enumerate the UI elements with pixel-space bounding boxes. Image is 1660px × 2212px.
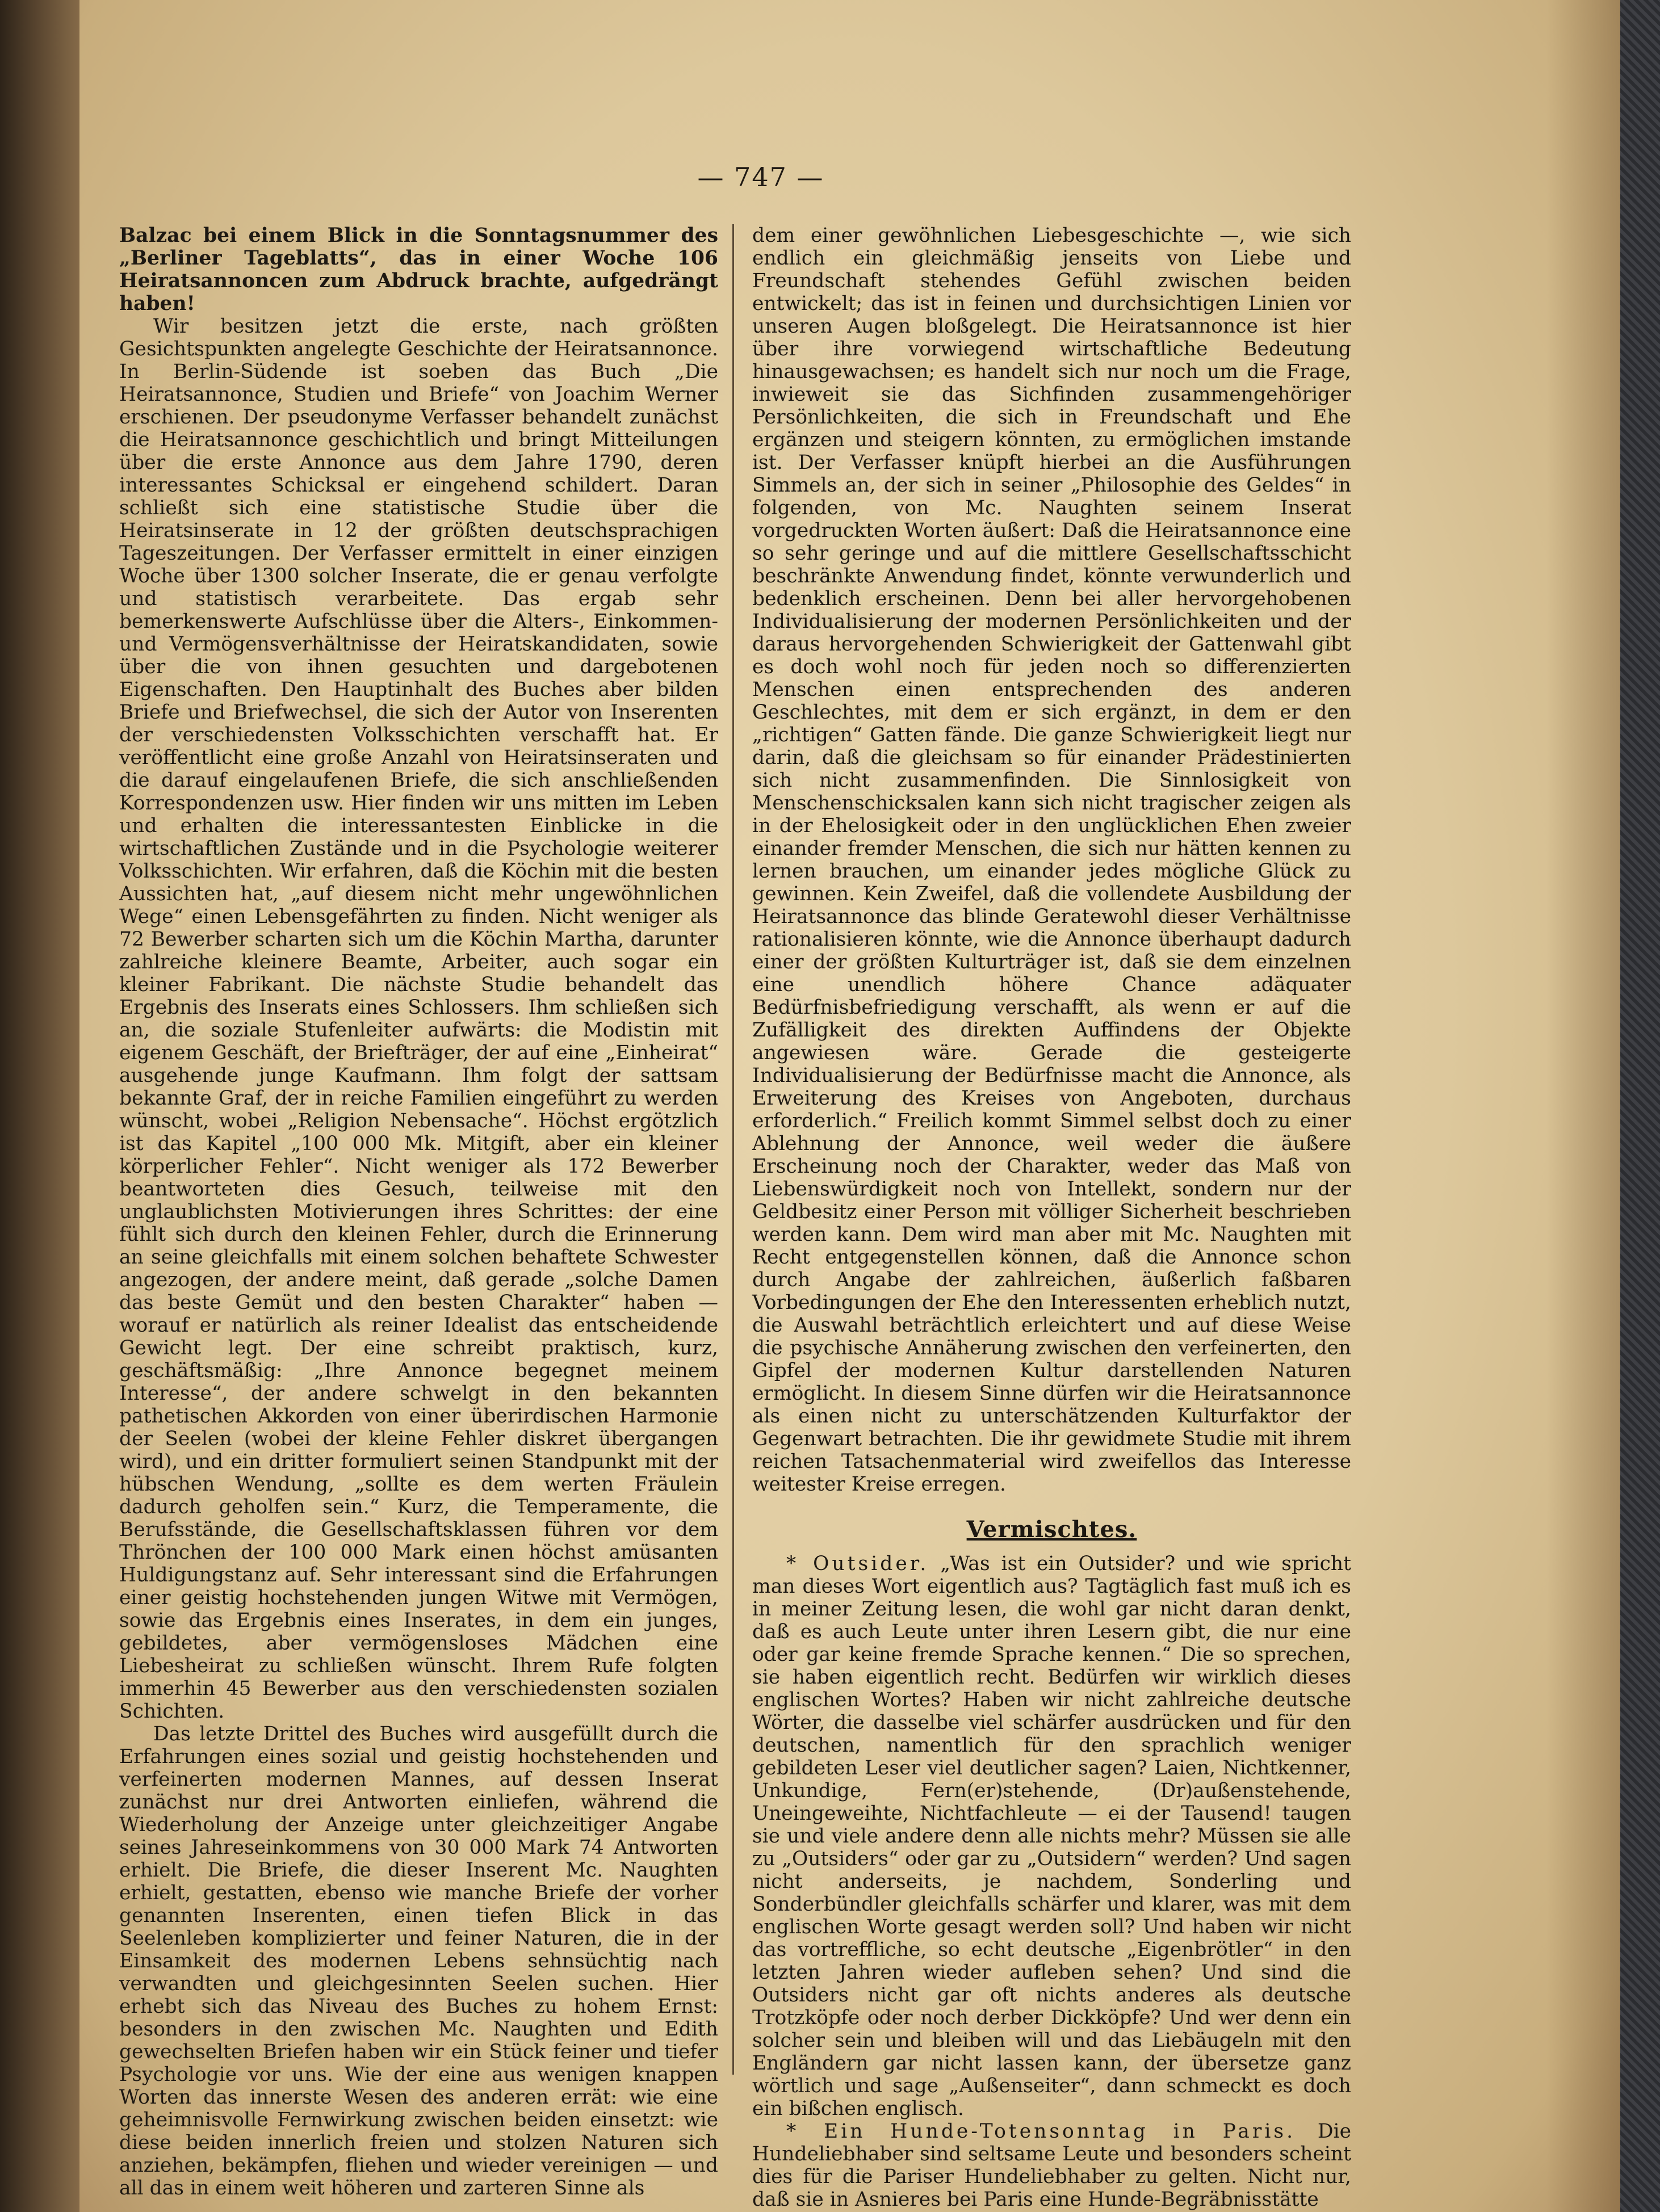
left-paragraph-3: Das letzte Drittel des Buches wird ausgefüllt durch die Erfahrungen eines sozial und geistig hochstehenden und verfeinerten modernen Mannes, auf dessen Inserat zunächst nur drei Antworten einliefen, während die Wiederholung der Anzeige unter gleichzeitiger Angabe seines Jahreseinkommens von 30 000 Mark 74 Antworten erhielt. Die Briefe, die dieser Inserent Mc. Naughten erhielt, gestatten, ebenso wie manche Briefe der vorher genannten Inserenten, einen tiefen Blick in das Seelenleben komplizierter und feiner Naturen, die in der Einsamkeit des modernen Lebens sehnsüchtig nach verwandten und gleichgesinnten Seelen suchen. Hier erhebt sich das Niveau des Buches zu hohem Ernst: besonders in den zwischen Mc. Naughten und Edith gewechselten Briefen haben wir ein Stück feiner und tiefer Psychologie vor uns. Wie der eine aus wenigen knappen Worten das innerste Wesen des anderen errät: wie eine geheimnisvolle Fernwirkung zwischen beiden einsetzt: wie diese beiden innerlich freien und stolzen Naturen sich anziehen, bekämpfen, fliehen und wieder vereinigen — und all das in einem weit höheren und zarteren Sinne als (119, 1723, 718, 2200)
left-column (119, 224, 718, 2200)
left-paragraph-2: Wir besitzen jetzt die erste, nach größten Gesichtspunkten angelegte Geschichte der Heiratsannonce. In Berlin-Südende ist soeben das Buch „Die Heiratsannonce, Studien und Briefe“ von Joachim Werner erschienen. Der pseudonyme Verfasser behandelt zunächst die Heiratsannonce geschichtlich und bringt Mitteilungen über die erste Annonce aus dem Jahre 1790, deren interessantes Schicksal er eingehend schildert. Daran schließt sich eine statistische Studie über die Heiratsinserate in 12 der größten deutschsprachigen Tageszeitungen. Der Verfasser ermittelt in einer einzigen Woche über 1300 solcher Inserate, die er genau verfolgte und statistisch verarbeitete. Das ergab sehr bemerkenswerte Aufschlüsse über die Alters-, Einkommen- und Vermögensverhältnisse der Heiratskandidaten, sowie über die von ihnen gesuchten und dargebotenen Eigenschaften. Den Hauptinhalt des Buches aber bilden Briefe und Briefwechsel, die sich der Autor von Inserenten der verschiedensten Volksschichten verschafft hat. Er veröffentlicht eine große Anzahl von Heiratsinseraten und die darauf eingelaufenen Briefe, die sich anschließenden Korrespondenzen usw. Hier finden wir uns mitten im Leben und erhalten die interessantesten Einblicke in die wirtschaftlichen Zustände und in die Psychologie weiterer Volksschichten. Wir erfahren, daß die Köchin mit die besten Aussichten hat, „auf diesem nicht mehr ungewöhnlichen Wege“ einen Lebensgefährten zu finden. Nicht weniger als 72 Bewerber scharten sich um die Köchin Martha, darunter zahlreiche kleinere Beamte, Arbeiter, auch sogar ein kleiner Fabrikant. Die nächste Studie behandelt das Ergebnis des Inserats eines Schlossers. Ihm schließen sich an, die soziale Stufenleiter aufwärts: die Modistin mit eigenem Geschäft, der Briefträger, der auf eine „Einheirat“ ausgehende junge Kaufmann. Ihm folgt der sattsam bekannte Graf, der in reiche Familien eingeführt zu werden wünscht, wobei „Religion Nebensache“. Höchst ergötzlich ist das Kapitel „100 000 Mk. Mitgift, aber ein kleiner körperlicher Fehler“. Nicht weniger als 172 Bewerber beantworteten dies Gesuch, teilweise mit den unglaublichsten Motivierungen ihres Schrittes: der eine fühlt sich durch den kleinen Fehler, durch die Erinnerung an seine gleichfalls mit einem solchen behaftete Schwester angezogen, der andere meint, daß gerade „solche Damen das beste Gemüt und den besten Charakter“ haben — worauf er natürlich als reiner Idealist das entscheidende Gewicht legt. Der eine schreibt praktisch, kurz, geschäftsmäßig: „Ihre Annonce begegnet meinem Interesse“, der andere schwelgt in den bekannten pathetischen Akkorden von einer überirdischen Harmonie der Seelen (wobei der kleine Fehler diskret übergangen wird), und ein dritter formuliert seinen Standpunkt mit der hübschen Wendung, „sollte es dem werten Fräulein dadurch geholfen sein.“ Kurz, die Temperamente, die Berufsstände, die Gesellschaftsklassen führen vor dem Thrönchen der 100 000 Mark einen höchst amüsanten Huldigungstanz auf. Sehr interessant sind die Erfahrungen einer geistig hochstehenden jungen Witwe mit Vermögen, sowie das Ergebnis eines Inserates, in dem ein junges, gebildetes, aber vermögensloses Mädchen eine Liebesheirat zu schließen wünscht. Ihrem Rufe folgten immerhin 45 Bewerber aus den verschiedensten sozialen Schichten. (119, 315, 718, 1723)
hunde-lead: * Ein Hunde-Totensonntag in Paris. (786, 2120, 1296, 2143)
left-page-edge (0, 0, 85, 2212)
page-gutter-shadow (1546, 0, 1620, 2212)
page-number: — 747 — (697, 162, 824, 192)
right-paragraph-hunde (752, 2120, 1351, 2211)
book-binding (1620, 0, 1660, 2212)
outsider-text: „Was ist ein Outsider? und wie spricht man dieses Wort eigentlich aus? Tagtäglich fast muß ich es in meiner Zeitung lesen, die wohl gar nicht daran denkt, daß es auch Leute unter ihren Lesern gibt, die nur eine oder gar keine fremde Sprache kennen.“ Die so sprechen, sie haben eigentlich recht. Bedürfen wir wirklich dieses englischen Wortes? Haben wir nicht zahlreiche deutsche Wörter, die dasselbe viel schärfer ausdrücken und für den deutschen, namentlich für den sprachlich weniger gebildeten Leser viel deutlicher sagen? Laien, Nichtkenner, Unkundige, Fern(er)stehende, (Dr)außenstehende, Uneingeweihte, Nichtfachleute — ei der Tausend! taugen sie und viele andere denn alle nichts mehr? Müssen sie alle zu „Outsiders“ oder gar zu „Outsidern“ werden? Und sagen nicht anderseits, je nachdem, Sonderling und Sonderbündler gleichfalls schärfer und klarer, was mit dem englischen Worte gesagt werden soll? Und haben wir nicht das vortreffliche, so echt deutsche „Eigenbrötler“ in den letzten Jahren wieder aufleben sehen? Und sind die Outsiders nicht gar oft nichts anderes als deutsche Trotzköpfe oder noch derber Dickköpfe? Und wer denn ein solcher sein und bleiben will und das Liebäugeln mit den Engländern gar nicht lassen kann, der übersetze ganz wörtlich und sage „Außenseiter“, dann schmeckt es doch ein bißchen englisch. (752, 1552, 1351, 2120)
page-number-value: 747 (734, 162, 787, 192)
right-column (752, 224, 1351, 2211)
left-paragraph-1: Balzac bei einem Blick in die Sonntagsnummer des „Berliner Tageblatts“, das in einer Woche 106 Heiratsannoncen zum Abdruck brachte, aufgedrängt haben! (119, 224, 718, 315)
outsider-lead: * Outsider. (786, 1552, 929, 1575)
hunde-text: Die Hundeliebhaber sind seltsame Leute und besonders scheint dies für die Pariser Hundeliebhaber zu gelten. Nicht nur, daß sie in Asnieres bei Paris eine Hunde-Begräbnisstätte (752, 2120, 1351, 2211)
column-divider (732, 224, 734, 2075)
right-paragraph-outsider (752, 1552, 1351, 2120)
section-heading: Vermischtes. (966, 1516, 1137, 1543)
right-paragraph-1: dem einer gewöhnlichen Liebesgeschichte —, wie sich endlich ein gleichmäßig jenseits von Liebe und Freundschaft stehendes Gefühl zwischen beiden entwickelt; das ist in feinen und durchsichtigen Linien vor unseren Augen bloßgelegt. Die Heiratsannonce ist hier über ihre vorwiegend wirtschaftliche Bedeutung hinausgewachsen; es handelt sich nur noch um die Frage, inwieweit sie das Sichfinden zusammengehöriger Persönlichkeiten, die sich in Freundschaft und Ehe ergänzen und steigern könnten, zu ermöglichen imstande ist. Der Verfasser knüpft hierbei an die Ausführungen Simmels an, der sich in seiner „Philosophie des Geldes“ in folgenden, von Mc. Naughten seinem Inserat vorgedruckten Worten äußert: Daß die Heiratsannonce eine so sehr geringe und auf die mittlere Gesellschaftsschicht beschränkte Anwendung findet, könnte verwunderlich und bedenklich erscheinen. Denn bei aller hervorgehobenen Individualisierung der modernen Persönlichkeiten und der daraus hervorgehenden Schwierigkeit der Gattenwahl gibt es doch wohl noch für jeden noch so differenzierten Menschen einen entsprechenden des anderen Geschlechtes, mit dem er sich ergänzt, in dem er den „richtigen“ Gatten fände. Die ganze Schwierigkeit liegt nur darin, daß die gleichsam so für einander Prädestinierten sich nicht zusammenfinden. Die Sinnlosigkeit von Menschenschicksalen kann sich nicht tragischer zeigen als in der Ehelosigkeit oder in den unglücklichen Ehen zweier einander fremder Menschen, die sich nur hätten kennen zu lernen brauchen, um einander jedes mögliche Glück zu gewinnen. Kein Zweifel, daß die vollendete Ausbildung der Heiratsannonce das blinde Geratewohl dieser Verhältnisse rationalisieren könnte, wie die Annonce überhaupt dadurch einer der größten Kulturträger ist, daß sie dem einzelnen eine unendlich höhere Chance adäquater Bedürfnisbefriedigung verschafft, als wenn er auf die Zufälligkeit des direkten Auffindens der Objekte angewiesen wäre. Gerade die gesteigerte Individualisierung der Bedürfnisse macht die Annonce, als Erweiterung des Kreises von Angeboten, durchaus erforderlich.“ Freilich kommt Simmel selbst doch zu einer Ablehnung der Annonce, weil weder die äußere Erscheinung noch der Charakter, weder das Maß von Liebenswürdigkeit noch von Intellekt, sondern nur der Geldbesitz einer Person mit völliger Sicherheit beschrieben werden kann. Dem wird man aber mit Mc. Naughten mit Recht entgegenstellen können, daß die Annonce schon durch Angabe der zahlreichen, äußerlich faßbaren Vorbedingungen der Ehe den Interessenten erheblich nutzt, die Auswahl beträchtlich erleichtert und auf diese Weise die psychische Annäherung zwischen den verfeinerten, den Gipfel der modernen Kultur darstellenden Naturen ermöglicht. In diesem Sinne dürfen wir die Heiratsannonce als einen nicht zu unterschätzenden Kulturfaktor der Gegenwart betrachten. Die ihr gewidmete Studie mit ihrem reichen Tatsachenmaterial wird zweifellos das Interesse weitester Kreise erregen. (752, 224, 1351, 1496)
